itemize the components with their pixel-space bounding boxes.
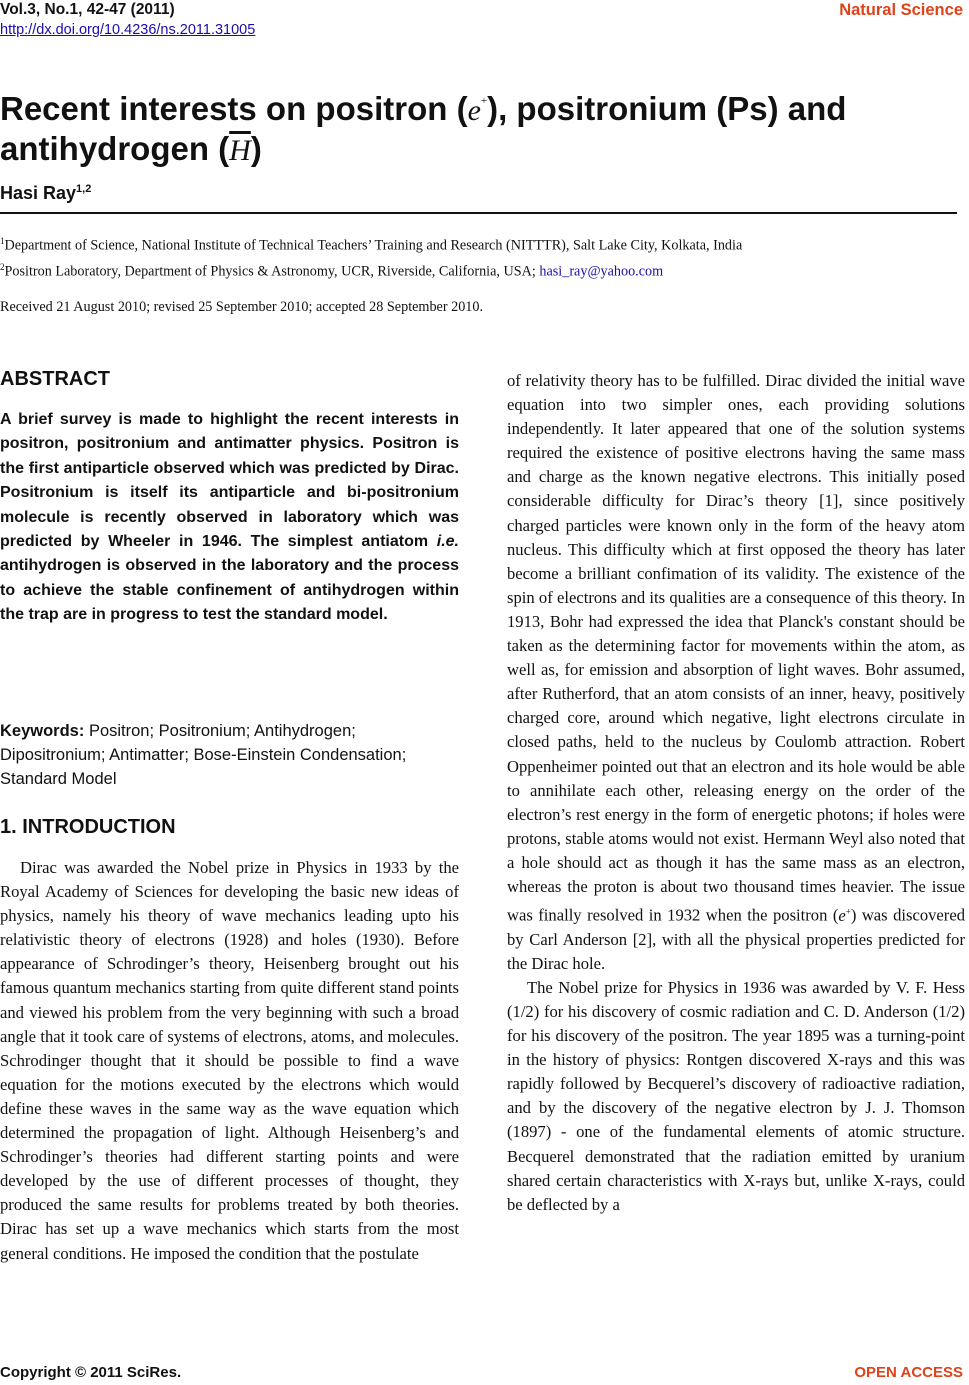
affiliation-2: $^2$Positron Laboratory, Department of Physics & Astronomy, UCR, Riverside, California, USA; hasi_ray@yahoo.com bbox=[0, 261, 664, 280]
body-column-right: of relativity theory has to be fulfilled. Dirac divided the initial wave equation into two simpler ones, each providing solutions independently. It later appeared that one of the solution systems required the existence of positive electrons having the same mass and charge as the known negative electrons. This initially posed considerable difficulty for Dirac’s theory [1], since positively charged particles were known only in the form of the heavy atom nucleus. This difficulty which at first opposed the theory has later become a brilliant confimation of its validity. The existence of the spin of electrons and its qualities are a consequence of this theory. In 1913, Bohr had expressed the idea that Planck's constant should be taken as the determining factor for movements within the atom, as well as, for emission and absorption of light waves. Bohr assumed, after Rutherford, that an atom consists of an inner, heavy, positively charged core, around which negative, light electrons circulate in closed paths, held to the nucleus by Coulomb attraction. Robert Oppenheimer pointed out that an electron and its hole would be able to annihilate each other, releasing energy on the order of the electron’s rest energy in the form of energetic photons; if holes were protons, stable atoms would not exist. Hermann Weyl also noted that a hole should act as though it has the same mass as an electron, whereas the proton is about two thousand times heavier. The issue was finally resolved in 1932 when the positron (e+) was discovered by Carl Anderson [2], with all the physical properties predicted for the Dirac hole. The Nobel prize for Physics in 1936 was awarded by V. F. Hess (1/2) for his discovery of cosmic radiation and C. D. Anderson (1/2) for his discovery of the positron. The year 1895 was a turning-point in the history of physics: Rontgen discovered X-rays and this was rapidly followed by Becquerel’s discovery of radioactive radiation, and by the discovery of the negative electron by J. J. Thomson (1897) - one of the fundamental elements of atomic structure. Becquerel demonstrated that the radiation emitted by uranium shared certain characteristics with X-rays but, unlike X-rays, could be deflected by a bbox=[507, 369, 965, 1217]
title-divider bbox=[0, 212, 957, 214]
keywords-label: Keywords: bbox=[0, 722, 85, 740]
positron-inline-symbol: e+ bbox=[838, 905, 851, 925]
paragraph-nobel-1936: The Nobel prize for Physics in 1936 was awarded by V. F. Hess (1/2) for his discovery of cosmic radiation and C. D. Anderson (1/2) for his discovery of the positron. The year 1895 was a turning-point in the history of physics: Rontgen discovered X-rays and this was rapidly followed by Becquerel’s discovery of radioactive radiation, and by the discovery of the negative electron by J. J. Thomson (1897) - one of the fundamental elements of atomic structure. Becquerel demonstrated that the radiation emitted by uranium shared certain characteristics with X-rays but, unlike X-rays, could be deflected by a bbox=[507, 977, 965, 1214]
abstract-text: A brief survey is made to highlight the recent interests in positron, positronium and antimatter physics. Positron is the first antiparticle observed which was predicted by Dirac. Positronium is itself its antiparticle and bi-positronium molecule is recently observed in laboratory which was predicted by Wheeler in 1946. The simplest antiatom i.e. antihydrogen is observed in the laboratory and the process to achieve the stable confinement of antihydrogen within the trap are in progress to test the standard model. bbox=[0, 411, 459, 624]
doi-link[interactable]: http://dx.doi.org/10.4236/ns.2011.31005 bbox=[0, 22, 256, 38]
title-part1: Recent interests on positron ( bbox=[0, 90, 468, 127]
antihydrogen-symbol: H bbox=[229, 134, 251, 167]
abstract-heading: ABSTRACT bbox=[0, 368, 110, 390]
keywords-list: Positron; Positronium; Antihydrogen; Dipositronium; Antimatter; Bose-Einstein Condensation; Standard Model bbox=[0, 722, 407, 788]
body-column-left: Dirac was awarded the Nobel prize in Physics in 1933 by the Royal Academy of Sciences for developing the basic new ideas of physics, namely his theory of wave mechanics leading upto his relativistic theory of electrons (1928) and holes (1930). Before appearance of Schrodinger’s theory, Heisenberg brought out his famous quantum mechanics starting from quite different stand points and viewed his problem from the very beginning with such a broad angle that it took care of systems of electrons, atoms, and molecules. Schrodinger thought that it should be possible to find a wave equation for the motions executed by the electrons which would define these waves in the same way as the wave equation which determined the propagation of light. Although Heisenberg’s and Schrodinger’s theories had different starting points and were developed by the use of different processes of thought, they produced the same results for problems treated by both theories. Dirac has set up a wave mechanics which starts from the most general conditions. He imposed the condition that the postulate bbox=[0, 858, 459, 1263]
affiliations bbox=[0, 231, 965, 282]
paper-title bbox=[0, 82, 960, 170]
title-part3: ) bbox=[250, 130, 262, 167]
email-link[interactable]: hasi_ray@yahoo.com bbox=[539, 263, 664, 280]
keywords bbox=[0, 719, 459, 791]
journal-name: Natural Science bbox=[839, 1, 963, 19]
affiliation-1: $^1$Department of Science, National Institute of Technical Teachers’ Training and Research (NITTTR), Salt Lake City, Kolkata, India bbox=[0, 236, 743, 254]
journal-header bbox=[0, 0, 255, 40]
positron-symbol: e+ bbox=[467, 94, 488, 127]
author-name: Hasi Ray$^{1,2}$ bbox=[0, 183, 92, 203]
title-part2: ), positronium (Ps) and antihydrogen ( bbox=[0, 90, 847, 167]
open-access-label: OPEN ACCESS bbox=[854, 1364, 963, 1381]
copyright: Copyright © 2011 SciRes. bbox=[0, 1364, 182, 1381]
section-heading-introduction: 1. INTRODUCTION bbox=[0, 816, 176, 838]
received-dates: Received 21 August 2010; revised 25 September 2010; accepted 28 September 2010. bbox=[0, 299, 484, 315]
journal-reference: Vol.3, No.1, 42-47 (2011) bbox=[0, 1, 175, 18]
